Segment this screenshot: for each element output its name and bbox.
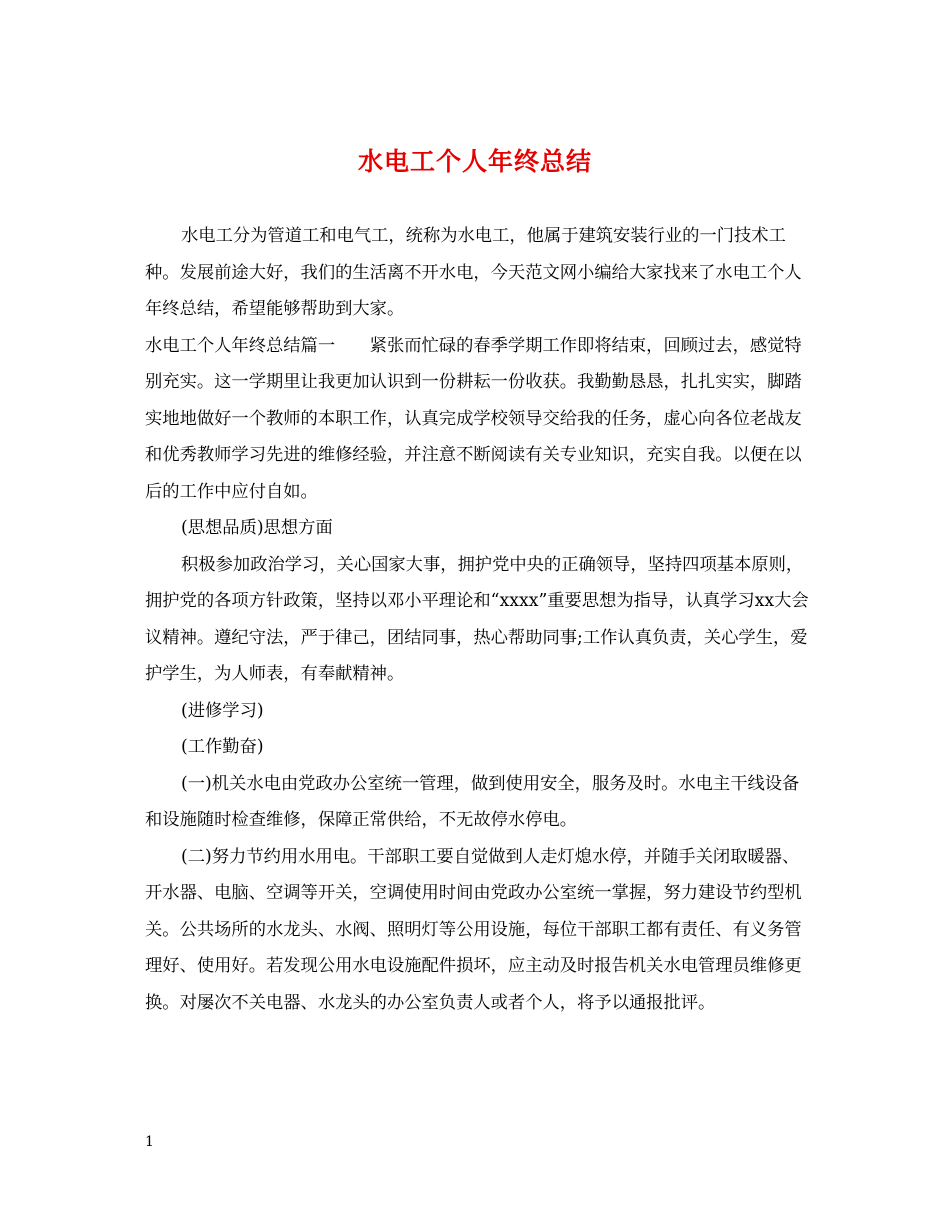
thought-heading: (思想品质)思想方面 xyxy=(181,518,333,538)
work-heading: (工作勤奋) xyxy=(181,737,264,757)
intro-paragraph: 水电工分为管道工和电气工，统称为水电工，他属于建筑安装行业的一门技术工种。发展前途大好，我们的生活离不开水电，今天范文网小编给大家找来了水电工个人年终总结，希望能够帮助到大家。 xyxy=(145,226,802,319)
section-one-paragraph: 水电工个人年终总结篇一 紧张而忙碌的春季学期工作即将结束，回顾过去，感觉特别充实。这一学期里让我更加认识到一份耕耘一份收获。我勤勤恳恳，扎扎实实，脚踏实地地做好一个教师的本职工作，认真完成学校领导交给我的任务，虚心向各位老战友和优秀教师学习先进的维修经验，并注意不断阅读有关专业知识，充实自我。以便在以后的工作中应付自如。 xyxy=(145,335,802,502)
item-two-paragraph: (二)努力节约用水用电。干部职工要自觉做到人走灯熄水停，并随手关闭取暖器、开水器、电脑、空调等开关，空调使用时间由党政办公室统一掌握，努力建设节约型机关。公共场所的水龙头、水阀、照明灯等公用设施，每位干部职工都有责任、有义务管理好、使用好。若发现公用水电设施配件损坏，应主动及时报告机关水电管理员维修更换。对屡次不关电器、水龙头的办公室负责人或者个人，将予以通报批评。 xyxy=(145,846,802,1013)
study-heading: (进修学习) xyxy=(181,700,264,721)
item-one-paragraph: (一)机关水电由党政办公室统一管理，做到使用安全，服务及时。水电主干线设备和设施随时检查维修，保障正常供给，不无故停水停电。 xyxy=(145,773,800,830)
document-body xyxy=(145,218,815,1021)
thought-paragraph: 积极参加政治学习，关心国家大事，拥护党中央的正确领导，坚持四项基本原则，拥护党的各项方针政策，坚持以邓小平理论和“xxxx”重要思想为指导，认真学习xx大会议精神。遵纪守法，严于律己，团结同事，热心帮助同事;工作认真负责，关心学生，爱护学生，为人师表，有奉献精神。 xyxy=(145,554,809,684)
page-number: 1 xyxy=(145,1134,154,1150)
document-title: 水电工个人年终总结 xyxy=(357,147,592,176)
